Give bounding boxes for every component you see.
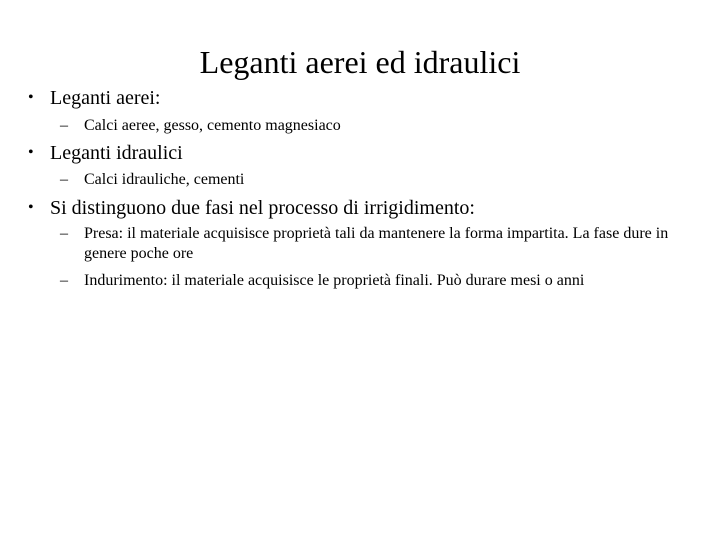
subitem-presa: [60, 224, 694, 264]
subitem-text: Indurimento: il materiale acquisisce le proprietà finali. Può durare mesi o anni: [84, 272, 585, 289]
dash-marker: –: [60, 225, 68, 242]
dash-marker: –: [60, 272, 68, 289]
subitem-calci-idrauliche: [60, 170, 694, 190]
bullet-leganti-idraulici: [28, 141, 183, 165]
subitem-text: Calci aeree, gesso, cemento magnesiaco: [84, 117, 341, 134]
dash-marker: –: [60, 117, 68, 134]
bullet-text: Leganti aerei:: [50, 87, 161, 109]
subitem-calci-aeree: [60, 116, 694, 136]
bullet-text: Leganti idraulici: [50, 142, 183, 164]
bullet-marker: •: [28, 89, 34, 106]
slide-title: Leganti aerei ed idraulici: [199, 44, 521, 80]
subitem-text: Calci idrauliche, cementi: [84, 171, 245, 188]
bullet-fasi-irrigidimento: [28, 196, 475, 220]
bullet-leganti-aerei: [28, 86, 161, 110]
subitem-text: Presa: il materiale acquisisce proprietà tali da mantenere la forma impartita. La fase dure in genere poche ore: [84, 225, 669, 262]
subitem-indurimento: [60, 271, 694, 291]
dash-marker: –: [60, 171, 68, 188]
bullet-marker: •: [28, 144, 34, 161]
bullet-marker: •: [28, 199, 34, 216]
bullet-text: Si distinguono due fasi nel processo di irrigidimento:: [50, 197, 475, 219]
